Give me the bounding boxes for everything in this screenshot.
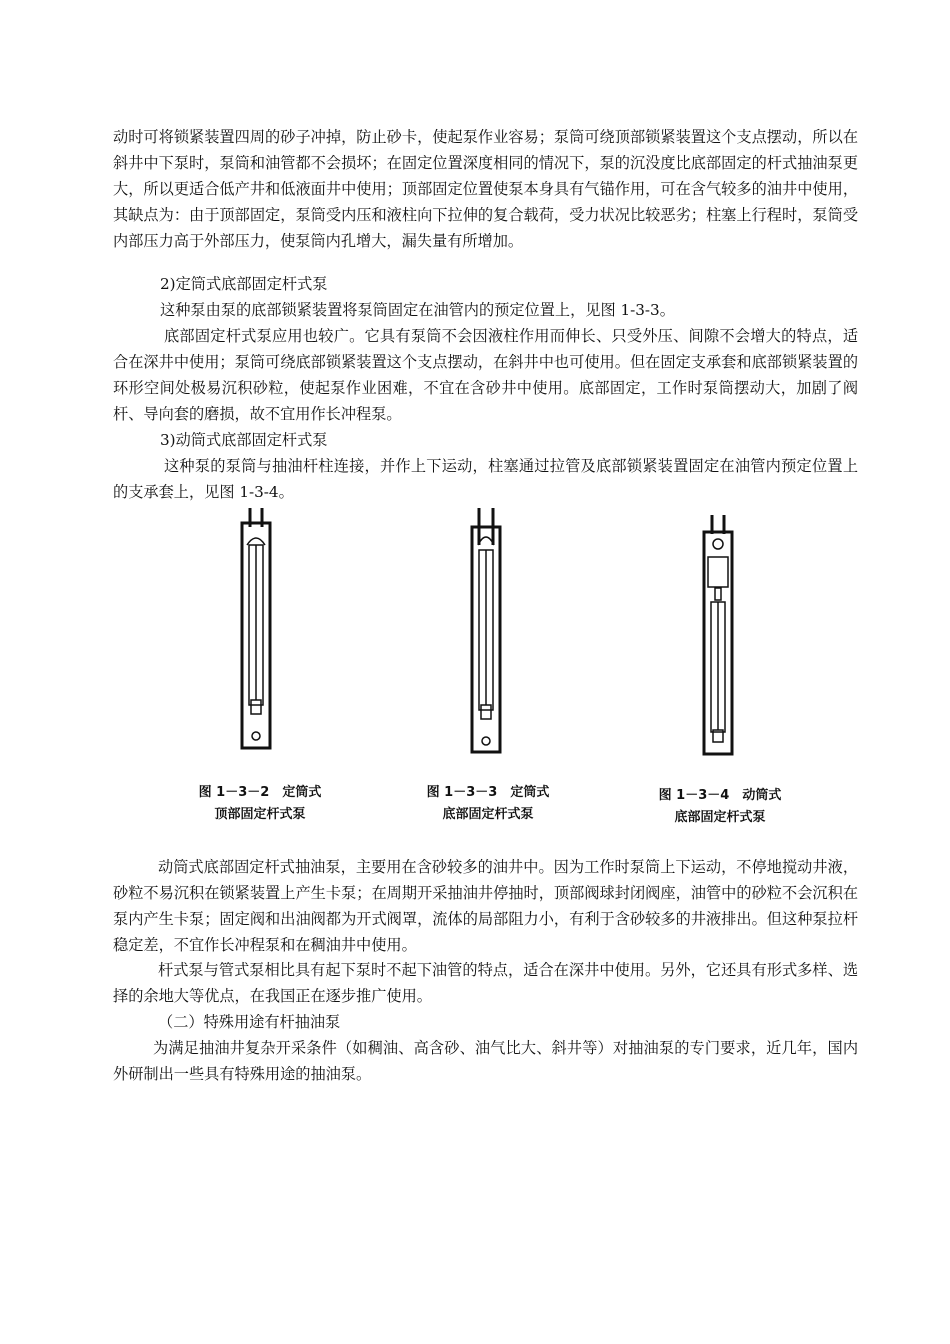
paragraph-rod-vs-tubing: 杆式泵与管式泵相比具有起下泵时不起下油管的特点，适合在深井中使用。另外，它还具有形式多样、选择的余地大等优点，在我国正在逐步推广使用。 (113, 961, 858, 1005)
heading-fixed-barrel-bottom: 2)定筒式底部固定杆式泵 (160, 275, 328, 293)
paragraph-special-pumps: 为满足抽油井复杂开采条件（如稠油、高含砂、油气比大、斜井等）对抽油泵的专门要求，近几年，国内外研制出一些具有特殊用途的抽油泵。 (113, 1039, 858, 1083)
paragraph-fixed-barrel-detail: 底部固定杆式泵应用也较广。它具有泵筒不会因液柱作用而伸长、只受外压、间隙不会增大的特点，适合在深井中使用；泵筒可绕底部锁紧装置这个支点摆动，在斜井中也可使用。但在固定支承套和底部锁紧装置的环形空间处极易沉积砂粒，使起泵作业困难，不宜在含砂井中使用。底部固定，工作时泵筒摆动大，加剧了阀杆、导向套的磨损，故不宜用作长冲程泵。 (113, 327, 858, 423)
caption-line-2: 底部固定杆式泵 (674, 810, 766, 825)
caption-line-1: 图 1－3－3 定筒式 (426, 785, 550, 800)
caption-line-1: 图 1－3－2 定筒式 (198, 785, 322, 800)
paragraph-top-fixed-pump: 动时可将锁紧装置四周的砂子冲掉，防止砂卡，使起泵作业容易；泵筒可绕顶部锁紧装置这个支点摆动，所以在斜井中下泵时，泵筒和油管都不会损坏；在固定位置深度相同的情况下，泵的沉没度比底部固定的杆式抽油泵更大，所以更适合低产井和低液面井中使用；顶部固定位置使泵本身具有气锚作用，可在含气较多的油井中使用，其缺点为：由于顶部固定，泵筒受内压和液柱向下拉伸的复合载荷，受力状况比较恶劣；柱塞上行程时，泵筒受内部压力高于外部压力，使泵筒内孔增大，漏失量有所增加。 (113, 128, 858, 250)
figure-1-3-4-caption (640, 785, 800, 829)
figure-1-3-3-diagram (465, 505, 515, 755)
heading-special-pumps: （二）特殊用途有杆抽油泵 (158, 1013, 341, 1031)
paragraph-moving-barrel-detail: 动筒式底部固定杆式抽油泵，主要用在含砂较多的油井中。因为工作时泵筒上下运动，不停地搅动井液，砂粒不易沉积在锁紧装置上产生卡泵；在周期开采抽油井停抽时，顶部阀球封闭阀座，油管中的砂粒不会沉积在泵内产生卡泵；固定阀和出油阀都为开式阀罩，流体的局部阻力小，有利于含砂较多的井液排出。但这种泵拉杆稳定差，不宜作长冲程泵和在稠油井中使用。 (113, 858, 858, 954)
figure-1-3-2-diagram (235, 505, 285, 755)
figure-1-3-2-caption (180, 782, 340, 826)
figure-row (150, 500, 830, 840)
caption-line-1: 图 1－3－4 动筒式 (658, 788, 782, 803)
figure-1-3-3-caption (408, 782, 568, 826)
figure-1-3-4-diagram (698, 512, 742, 757)
caption-line-2: 底部固定杆式泵 (442, 807, 534, 822)
paragraph-fixed-barrel-intro: 这种泵由泵的底部锁紧装置将泵筒固定在油管内的预定位置上，见图 1-3-3。 (160, 301, 675, 319)
heading-moving-barrel-bottom: 3)动筒式底部固定杆式泵 (160, 431, 328, 449)
paragraph-moving-barrel-intro: 这种泵的泵筒与抽油杆柱连接，并作上下运动，柱塞通过拉管及底部锁紧装置固定在油管内预定位置上的支承套上，见图 1-3-4。 (113, 457, 858, 501)
caption-line-2: 顶部固定杆式泵 (214, 807, 306, 822)
